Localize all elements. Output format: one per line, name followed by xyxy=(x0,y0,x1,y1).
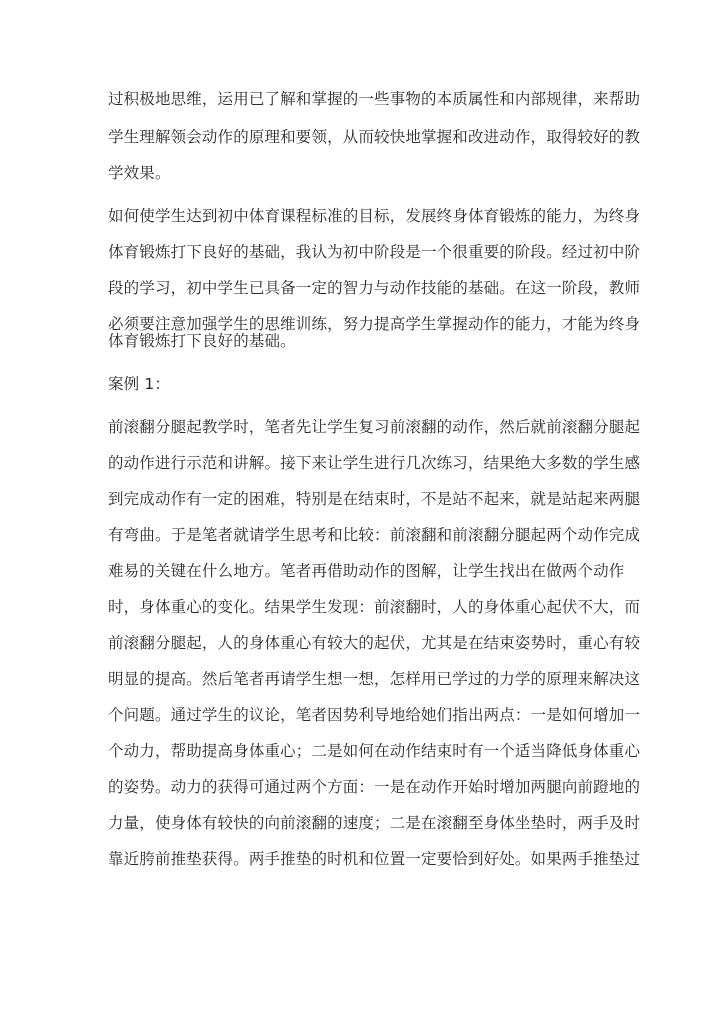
text-line: 的姿势。动力的获得可通过两个方面：一是在动作开始时增加两腿向前蹬地的 xyxy=(108,778,641,796)
text-line: 难易的关键在什么地方。笔者再借助动作的图解，让学生找出在做两个动作 xyxy=(108,562,625,580)
text-line: 前滚翻分腿起，人的身体重心有较大的起伏，尤其是在结束姿势时，重心有较 xyxy=(108,634,641,652)
text-line: 如何使学生达到初中体育课程标准的目标，发展终身体育锻炼的能力，为终身 xyxy=(108,207,641,225)
text-line: 力量，使身体有较快的向前滚翻的速度；二是在滚翻至身体坐垫时，两手及时 xyxy=(108,814,641,832)
text-line: 学生理解领会动作的原理和要领，从而较快地掌握和改进动作，取得较好的教 xyxy=(108,128,641,146)
text-line: 个动力，帮助提高身体重心；二是如何在动作结束时有一个适当降低身体重心 xyxy=(108,742,641,760)
text-line: 学效果。 xyxy=(108,164,171,182)
text-line: 前滚翻分腿起教学时，笔者先让学生复习前滚翻的动作，然后就前滚翻分腿起 xyxy=(108,418,641,436)
text-line: 有弯曲。于是笔者就请学生思考和比较：前滚翻和前滚翻分腿起两个动作完成 xyxy=(108,526,641,544)
text-line: 个问题。通过学生的议论，笔者因势利导地给她们指出两点：一是如何增加一 xyxy=(108,706,641,724)
text-line: 时，身体重心的变化。结果学生发现：前滚翻时，人的身体重心起伏不大，而 xyxy=(108,598,641,616)
text-line: 体育锻炼打下良好的基础。 xyxy=(108,332,296,350)
text-line: 的动作进行示范和讲解。接下来让学生进行几次练习，结果绝大多数的学生感 xyxy=(108,454,641,472)
text-line: 体育锻炼打下良好的基础，我认为初中阶段是一个很重要的阶段。经过初中阶 xyxy=(108,243,641,261)
text-line: 过积极地思维，运用已了解和掌握的一些事物的本质属性和内部规律，来帮助 xyxy=(108,90,641,108)
text-line: 必须要注意加强学生的思维训练，努力提高学生掌握动作的能力，才能为终身 xyxy=(108,315,641,333)
text-line: 案例 1： xyxy=(108,375,171,393)
text-line: 明显的提高。然后笔者再请学生想一想，怎样用已学过的力学的原理来解决这 xyxy=(108,670,641,688)
text-line: 靠近胯前推垫获得。两手推垫的时机和位置一定要恰到好处。如果两手推垫过 xyxy=(108,850,641,868)
text-line: 段的学习，初中学生已具备一定的智力与动作技能的基础。在这一阶段，教师 xyxy=(108,279,641,297)
text-line: 到完成动作有一定的困难，特别是在结束时，不是站不起来，就是站起来两腿 xyxy=(108,490,641,508)
